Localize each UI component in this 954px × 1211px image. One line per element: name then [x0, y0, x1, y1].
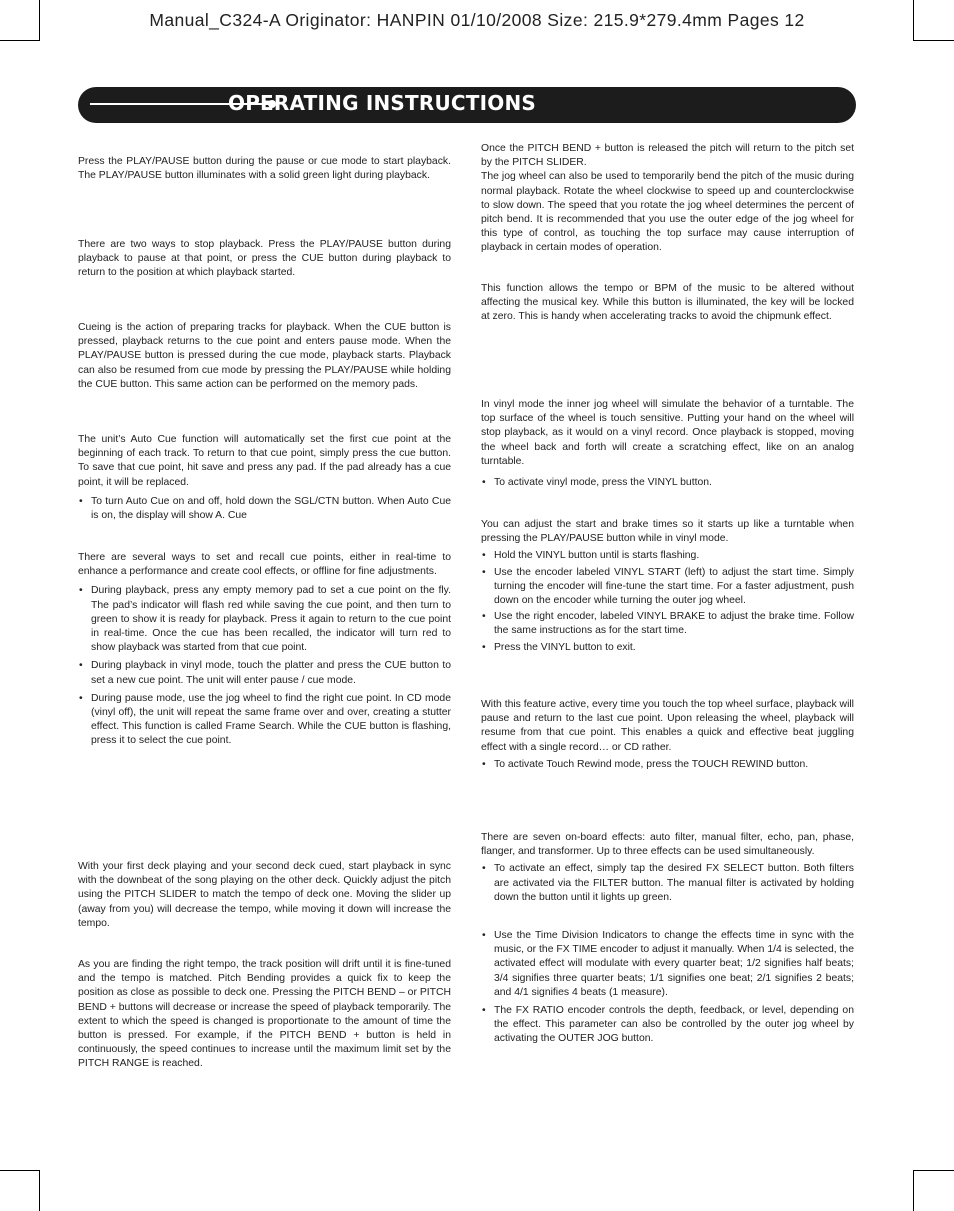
keylock-section — [481, 282, 854, 325]
list-item: • To activate Touch Rewind mode, press the TOUCH REWIND button. — [481, 758, 854, 772]
cuepoints-paragraph: There are several ways to set and recall cue points, either in real-time to enhance a performance and create cool effects, or offline for fine adjustments. — [78, 552, 451, 578]
list-item: • The FX RATIO encoder controls the depth, feedback, or level, depending on the effect. This parameter can also be controlled by the outer jog wheel by activating the OUTER JOG button. — [481, 1004, 854, 1047]
list-item: • To activate vinyl mode, press the VINYL button. — [481, 476, 854, 490]
list-item: • Use the right encoder, labeled VINYL BRAKE to adjust the brake time. Follow the same instructions as for the start time. — [481, 610, 854, 638]
list-item: • During playback in vinyl mode, touch the platter and press the CUE button to set a new cue point. The unit will enter pause / cue mode. — [78, 659, 451, 687]
fxtime-list — [481, 929, 854, 1047]
vinyl-list — [481, 476, 854, 490]
pitchbend-section — [78, 958, 451, 1072]
vinyl-section — [481, 398, 854, 492]
play-section — [78, 155, 451, 183]
effects-section — [481, 831, 854, 907]
autocue-section — [78, 433, 451, 525]
autocue-paragraph: The unit’s Auto Cue function will automatically set the first cue point at the beginning of each track. To return to that cue point, simply press the cue button. To save that cue point, hit save and press any pad. If the pad already has a cue point, it will be replaced. — [78, 434, 451, 488]
jog-paragraph: The jog wheel can also be used to temporarily bend the pitch of the music during normal playback. Rotate the wheel clockwise to speed up and counterclockwise to slow down. The speed that you rotate the jog wheel determines the percent of pitch bend. It is recommended that you use the outer edge of the jog wheel for this type of control, as touching the top surface may cause interruption of playback in certain modes of operation. — [481, 171, 854, 254]
vinyl-paragraph: In vinyl mode the inner jog wheel will simulate the behavior of a turntable. The top surface of the wheel is touch sensitive. Putting your hand on the wheel will stop playback, as it would on a vinyl record. Once playback is stopped, moving the wheel back and forth will create a scratching effect, like on an analog turntable. — [481, 399, 854, 467]
list-item: • Use the Time Division Indicators to change the effects time in sync with the music, or the FX TIME encoder to adjust it manually. When 1/4 is selected, the activated effect will modulate with every quarter beat; 1/2 signifies half beats; 3/4 signifies three quarter beats; 1/1 signifies one beat; 2/1 signifies 2 beats; and 4/1 signifies 4 beats (1 measure). — [481, 929, 854, 1000]
crop-mark-bottom-left-v — [39, 1170, 40, 1211]
list-item: • Press the VINYL button to exit. — [481, 641, 854, 655]
crop-mark-bottom-right-v — [913, 1170, 914, 1211]
beatmatch-section — [78, 860, 451, 931]
cueing-section — [78, 321, 451, 392]
crop-mark-bottom-right-h — [913, 1170, 954, 1171]
list-item: • To turn Auto Cue on and off, hold down the SGL/CTN button. When Auto Cue is on, the display will show A. Cue — [78, 495, 451, 523]
pitchbend-cont-section — [481, 142, 854, 256]
fxtime-section — [481, 929, 854, 1049]
print-header: Manual_C324-A Originator: HANPIN 01/10/2008 Size: 215.9*279.4mm Pages 12 — [149, 10, 805, 30]
list-item: • Hold the VINYL button until is starts flashing. — [481, 549, 854, 563]
startbrake-section — [481, 518, 854, 657]
list-item: • During playback, press any empty memory pad to set a cue point on the fly. The pad’s indicator will flash red while saving the cue point, and then turn to green to show it is ready for playback. Press it again to return to the cue point in real-time. Once the cue has been recalled, the indicator will turn red to show playback was started from that cue point. — [78, 584, 451, 655]
crop-mark-top-left-h — [0, 40, 40, 41]
pitchbend-cont-paragraph: Once the PITCH BEND + button is released the pitch will return to the pitch set by the PITCH SLIDER. — [481, 143, 854, 169]
list-item: • To activate an effect, simply tap the desired FX SELECT button. Both filters are activated via the FILTER button. The manual filter is activated by holding down the button until it lights up green. — [481, 862, 854, 905]
stop-paragraph: There are two ways to stop playback. Press the PLAY/PAUSE button during playback to pause at that point, or press the CUE button during playback to return to the position at which playback started. — [78, 239, 451, 279]
list-item: • Use the encoder labeled VINYL START (left) to adjust the start time. Simply turning the encoder will fine-tune the start time. For a faster adjustment, push down on the encoder while turning the outer jog wheel. — [481, 566, 854, 609]
rewind-paragraph: With this feature active, every time you touch the top wheel surface, playback will pause and return to the last cue point. Upon releasing the wheel, playback will resume from that cue point. This enables a quick and effective beat juggling effect with a single record… or CD rather. — [481, 699, 854, 753]
rewind-section — [481, 698, 854, 774]
effects-list — [481, 862, 854, 905]
rewind-list — [481, 758, 854, 772]
list-item: • During pause mode, use the jog wheel to find the right cue point. In CD mode (vinyl off), the unit will repeat the same frame over and over, creating a stutter effect. This function is called Frame Search. While the CUE button is flashing, press it to select the cue point. — [78, 692, 451, 749]
stop-section — [78, 238, 451, 281]
startbrake-paragraph: You can adjust the start and brake times so it starts up like a turntable when pressing the PLAY/PAUSE button while in vinyl mode. — [481, 519, 854, 545]
cueing-paragraph: Cueing is the action of preparing tracks for playback. When the CUE button is pressed, playback returns to the cue point and enters pause mode. When the PLAY/PAUSE button is pressed during the cue mode, playback starts. Playback can also be resumed from cue mode by pressing the PLAY/PAUSE while holding the CUE button. This same action can be performed on the memory pads. — [78, 322, 451, 390]
autocue-list — [78, 495, 451, 523]
crop-mark-bottom-left-h — [0, 1170, 40, 1171]
crop-mark-top-right-h — [913, 40, 954, 41]
cuepoints-section — [78, 551, 451, 751]
play-paragraph: Press the PLAY/PAUSE button during the pause or cue mode to start playback. The PLAY/PAUSE button illuminates with a solid green light during playback. — [78, 156, 451, 182]
section-banner — [78, 87, 856, 123]
effects-paragraph: There are seven on-board effects: auto filter, manual filter, echo, pan, phase, flanger, and transformer. Up to three effects can be used simultaneously. — [481, 832, 854, 858]
keylock-paragraph: This function allows the tempo or BPM of the music to be altered without affecting the musical key. While this button is illuminated, the key will be locked at zero. This is handy when accelerating tracks to avoid the chipmunk effect. — [481, 283, 854, 323]
section-title: OPERATING INSTRUCTIONS — [228, 91, 537, 115]
pitchbend-paragraph: As you are finding the right tempo, the track position will drift until it is fine-tuned and the tempo is matched. Pitch Bending provides a quick fix to keep the position as close as possible to deck one. Pressing the PITCH BEND – or PITCH BEND + buttons will decrease or increase the speed of playback temporarily. The extent to which the speed is changed is proportionate to the amount of time the button is pressed. For example, if the PITCH BEND + button is held in continuously, the speed continues to increase until the maximum limit set by the PITCH RANGE is reached. — [78, 959, 452, 1070]
beatmatch-paragraph: With your first deck playing and your second deck cued, start playback in sync with the downbeat of the song playing on the other deck. Quickly adjust the pitch using the PITCH SLIDER to match the tempo of deck one. Moving the slider up (away from you) will decrease the tempo, while moving it down will increase the tempo. — [78, 861, 451, 929]
cuepoints-list — [78, 584, 451, 748]
startbrake-list — [481, 549, 854, 654]
